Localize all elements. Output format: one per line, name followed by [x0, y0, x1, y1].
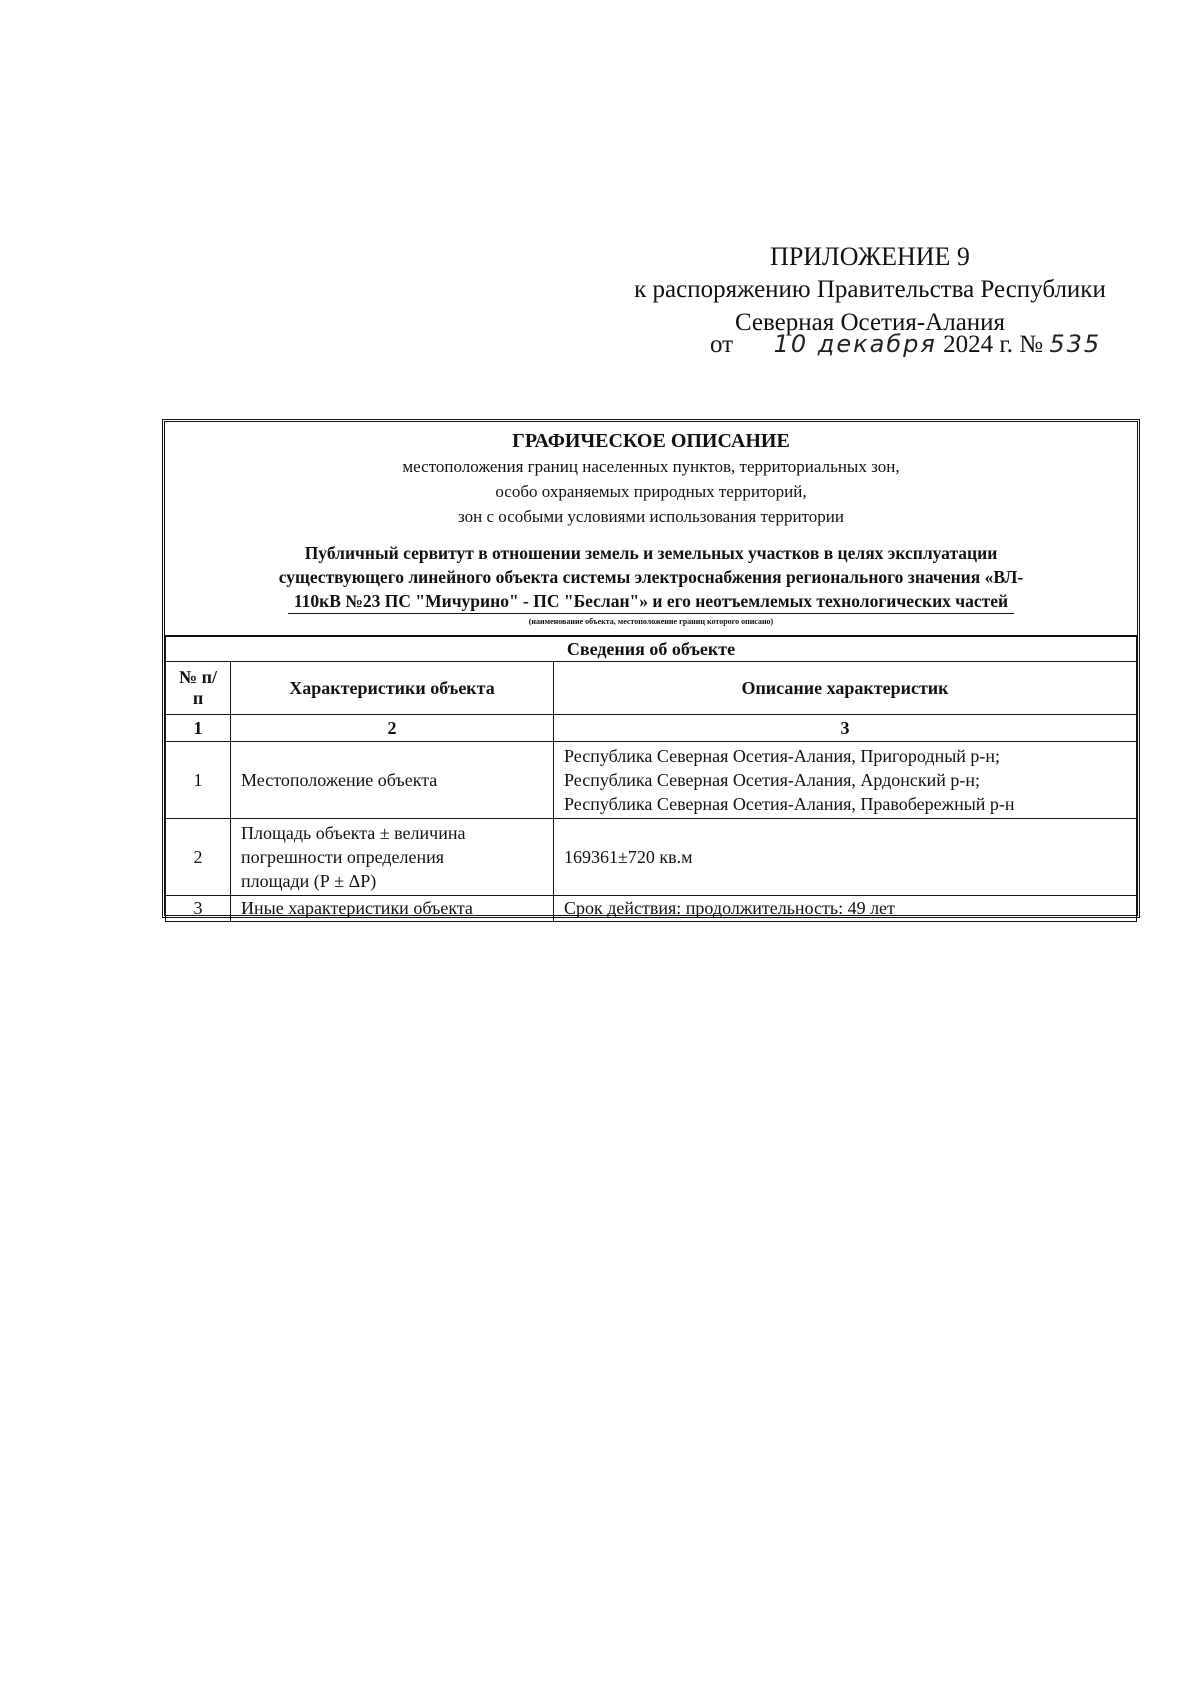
- year-number-label: 2024 г. №: [943, 331, 1044, 358]
- col-number-3: 3: [554, 715, 1137, 742]
- area-name-line-3: площади (Р ± ΔР): [241, 871, 377, 891]
- col-number-1: 1: [166, 715, 231, 742]
- document-subtitle-3: зон с особыми условиями использования территории: [458, 507, 844, 526]
- description-frame: [162, 419, 1140, 918]
- area-name-line-1: Площадь объекта ± величина: [241, 823, 466, 843]
- object-info-table: [165, 635, 1137, 922]
- section-title: Сведения об объекте: [166, 636, 1137, 662]
- header-number: № п/п: [166, 662, 231, 715]
- table-row: [166, 819, 1137, 896]
- object-name: [165, 541, 1137, 614]
- document-subtitle-1: местоположения границ населенных пунктов, территориальных зон,: [402, 457, 900, 476]
- appendix-line-2: Северная Осетия-Алания: [734, 309, 1006, 336]
- object-name-caption: (наименование объекта, местоположение границ которого описано): [528, 617, 774, 626]
- date-number-line: [710, 330, 1101, 359]
- row-characteristic: Местоположение объекта: [231, 742, 554, 819]
- location-line-2: Республика Северная Осетия-Алания, Ардонский р-н;: [564, 770, 981, 790]
- row-number: 3: [166, 896, 231, 922]
- document-title: ГРАФИЧЕСКОЕ ОПИСАНИЕ: [512, 430, 790, 452]
- appendix-line-1: к распоряжению Правительства Республики: [634, 276, 1106, 303]
- handwritten-date: 10 декабря: [773, 330, 937, 358]
- col-number-2: 2: [231, 715, 554, 742]
- column-number-row: [166, 715, 1137, 742]
- table-row: [166, 896, 1137, 922]
- row-characteristic: Иные характеристики объекта: [231, 896, 554, 922]
- header-description: Описание характеристик: [554, 662, 1137, 715]
- table-header-row: [166, 662, 1137, 715]
- appendix-header: [600, 240, 1140, 339]
- object-name-line-3: 110кВ №23 ПС "Мичурино" - ПС "Беслан"» и его неотъемлемых технологических частей: [288, 589, 1014, 614]
- table-section-row: [166, 636, 1137, 662]
- row-description: [554, 742, 1137, 819]
- header-characteristics: Характеристики объекта: [231, 662, 554, 715]
- from-label: от: [710, 331, 734, 358]
- object-name-line-2: существующего линейного объекта системы электроснабжения регионального значения «ВЛ-: [278, 567, 1024, 587]
- area-name-line-2: погрешности определения: [241, 847, 444, 867]
- document-subtitle-2: особо охраняемых природных территорий,: [495, 482, 807, 501]
- row-description: Срок действия: продолжительность: 49 лет: [554, 896, 1137, 922]
- row-characteristic: [231, 819, 554, 896]
- row-number: 2: [166, 819, 231, 896]
- location-line-3: Республика Северная Осетия-Алания, Правобережный р-н: [564, 794, 1015, 814]
- row-description: 169361±720 кв.м: [554, 819, 1137, 896]
- table-row: [166, 742, 1137, 819]
- handwritten-number: 535: [1049, 330, 1102, 358]
- row-number: 1: [166, 742, 231, 819]
- appendix-title: ПРИЛОЖЕНИЕ 9: [770, 242, 970, 271]
- object-name-line-1: Публичный сервитут в отношении земель и земельных участков в целях эксплуатации: [304, 543, 998, 563]
- location-line-1: Республика Северная Осетия-Алания, Пригородный р-н;: [564, 746, 1001, 766]
- description-heading: [165, 422, 1137, 628]
